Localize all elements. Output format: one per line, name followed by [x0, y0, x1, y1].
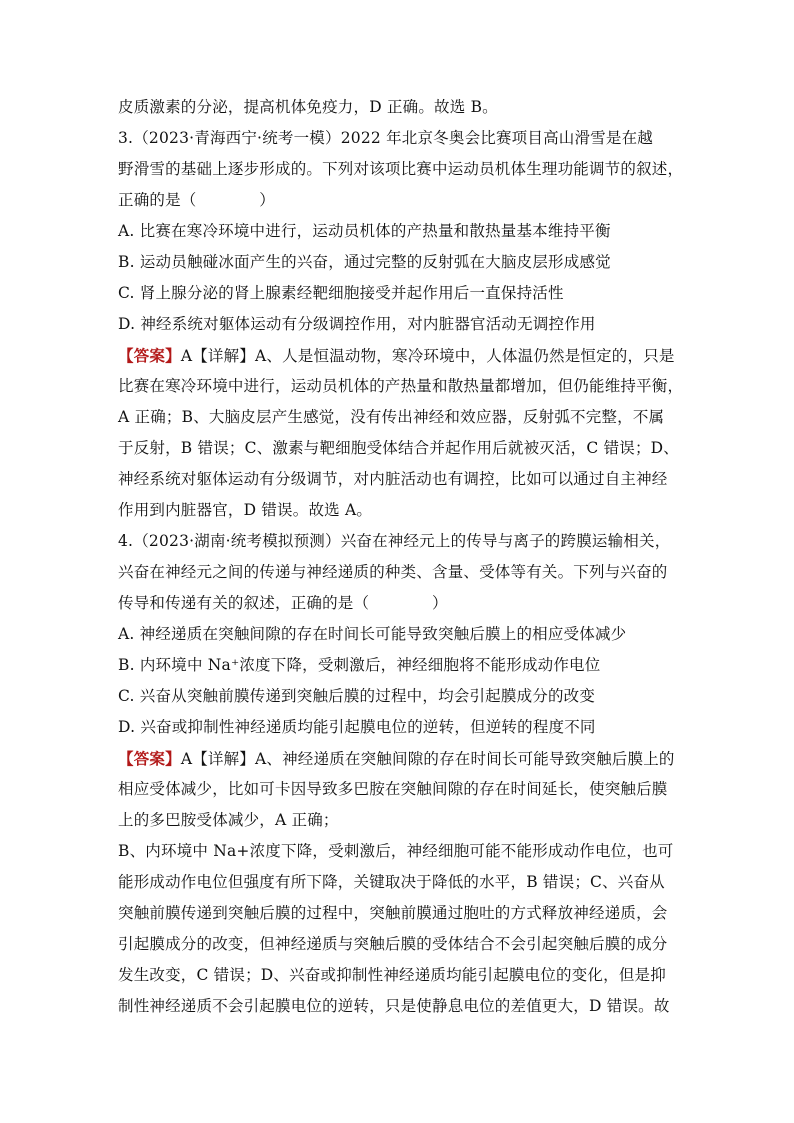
text-line: 引起膜成分的改变，但神经递质与突触后膜的受体结合不会引起突触后膜的成分 [118, 935, 668, 953]
option-b: B. 运动员触碰冰面产生的兴奋，通过完整的反射弧在大脑皮层形成感觉 [118, 253, 611, 271]
option-d: D. 神经系统对躯体运动有分级调控作用，对内脏器官活动无调控作用 [118, 315, 596, 333]
document-page [118, 92, 684, 1022]
option-a: A. 神经递质在突触间隙的存在时间长可能导致突触后膜上的相应受体减少 [118, 625, 627, 643]
text-line: 相应受体减少，比如可卡因导致多巴胺在突触间隙的存在时间延长，使突触后膜 [118, 780, 668, 798]
answer-line [118, 340, 680, 371]
answer-text: A【详解】A、人是恒温动物，寒冷环境中，人体温仍然是恒定的，只是 [180, 347, 675, 365]
text-line: 比赛在寒冷环境中进行，运动员机体的产热量和散热量都增加，但仍能维持平衡， [118, 377, 684, 395]
text-line: B、内环境中 Na+浓度下降，受刺激后，神经细胞可能不能形成动作电位，也可 [118, 842, 674, 860]
text-line: 于反射，B 错误；C、激素与靶细胞受体结合并起作用后就被灭活，C 错误；D、 [118, 439, 679, 457]
question-4-line: 4.（2023·湖南·统考模拟预测）兴奋在神经元上的传导与离子的跨膜运输相关， [118, 532, 671, 550]
text-line: 制性神经递质不会引起膜电位的逆转，只是使静息电位的差值更大，D 错误。故 [118, 997, 670, 1015]
text-line: 皮质激素的分泌，提高机体免疫力，D 正确。故选 B。 [118, 98, 498, 116]
option-a: A. 比赛在寒冷环境中进行，运动员机体的产热量和散热量基本维持平衡 [118, 222, 611, 240]
option-c: C. 兴奋从突触前膜传递到突触后膜的过程中，均会引起膜成分的改变 [118, 687, 596, 705]
answer-tag: 【答案】 [118, 346, 181, 365]
text-line: 上的多巴胺受体减少，A 正确； [118, 811, 339, 829]
text-line: 神经系统对躯体运动有分级调节，对内脏活动也有调控，比如可以通过自主神经 [118, 470, 668, 488]
text-line: 传导和传递有关的叙述，正确的是（ ） [118, 594, 448, 612]
text-line: 野滑雪的基础上逐步形成的。下列对该项比赛中运动员机体生理功能调节的叙述， [118, 160, 684, 178]
answer-text: A【详解】A、神经递质在突触间隙的存在时间长可能导致突触后膜上的 [180, 750, 675, 768]
text-line: 能形成动作电位但强度有所下降，关键取决于降低的水平，B 错误；C、兴奋从 [118, 873, 665, 891]
text-line: 突触前膜传递到突触后膜的过程中，突触前膜通过胞吐的方式释放神经递质，会 [118, 904, 668, 922]
answer-line [118, 743, 680, 774]
text-line: 作用到内脏器官，D 错误。故选 A。 [118, 501, 373, 519]
question-3-line: 3.（2023·青海西宁·统考一模）2022 年北京冬奥会比赛项目高山滑雪是在越 [118, 129, 653, 147]
option-c: C. 肾上腺分泌的肾上腺素经靶细胞接受并起作用后一直保持活性 [118, 284, 564, 302]
text-line: 兴奋在神经元之间的传递与神经递质的种类、含量、受体等有关。下列与兴奋的 [118, 563, 668, 581]
text-line: 发生改变，C 错误；D、兴奋或抑制性神经递质均能引起膜电位的变化，但是抑 [118, 966, 666, 984]
text-line: 正确的是（ ） [118, 191, 276, 209]
option-b: B. 内环境中 Na⁺浓度下降，受刺激后，神经细胞将不能形成动作电位 [118, 656, 601, 674]
text-line: A 正确；B、大脑皮层产生感觉，没有传出神经和效应器，反射弧不完整，不属 [118, 408, 665, 426]
answer-tag: 【答案】 [118, 749, 181, 768]
option-d: D. 兴奋或抑制性神经递质均能引起膜电位的逆转，但逆转的程度不同 [118, 718, 596, 736]
